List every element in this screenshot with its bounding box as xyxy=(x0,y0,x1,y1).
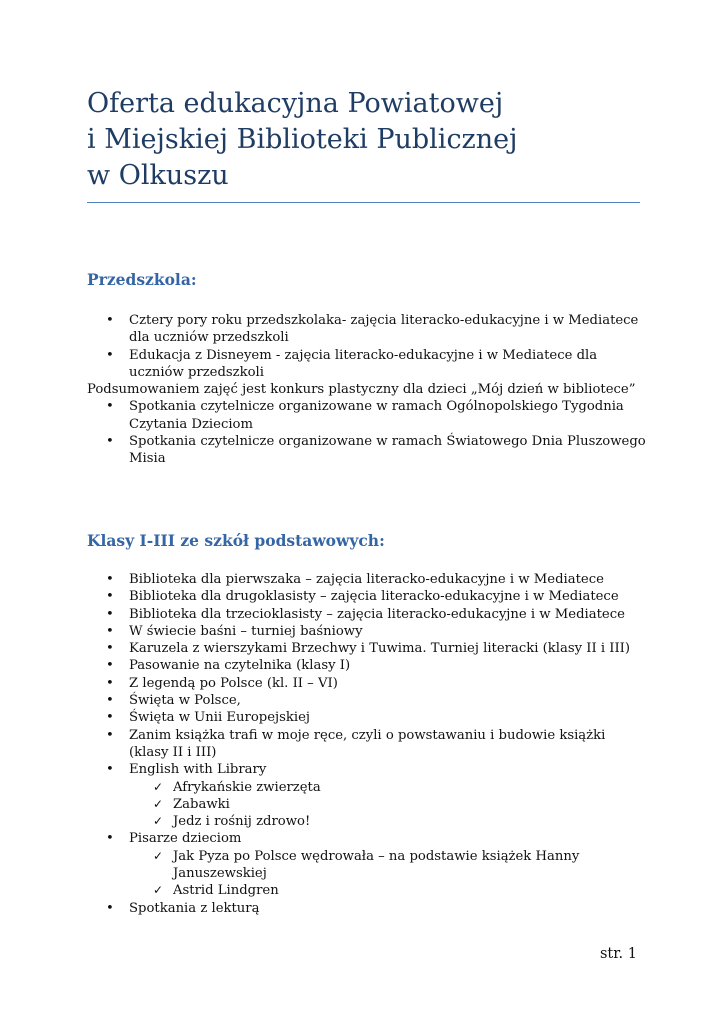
checkmark-icon: ✓ xyxy=(153,848,164,863)
list-item xyxy=(87,623,647,640)
item-text: English with Library xyxy=(129,762,267,778)
list-item xyxy=(87,398,647,433)
list-item xyxy=(87,571,647,588)
list-item xyxy=(87,675,647,692)
item-text: Karuzela z wierszykami Brzechwy i Tuwima. Turniej literacki (klasy II i III) xyxy=(129,641,631,657)
bullet-icon: • xyxy=(106,606,114,622)
list-item xyxy=(87,727,647,762)
bullet-icon: • xyxy=(106,313,114,328)
section-list-przedszkola xyxy=(87,312,647,468)
bullet-icon: • xyxy=(106,623,114,639)
item-text: Spotkania czytelnicze organizowane w ramach Ogólnopolskiego Tygodnia Czytania Dzieciom xyxy=(129,399,624,432)
list-item xyxy=(87,588,647,605)
list-item xyxy=(87,433,647,468)
item-text: Podsumowaniem zajęć jest konkurs plastyczny dla dzieci „Mój dzień w bibliotece” xyxy=(87,382,636,398)
item-text: Biblioteka dla pierwszaka – zajęcia literacko-edukacyjne i w Mediatece xyxy=(129,572,604,587)
list-item xyxy=(87,830,647,847)
item-text: Biblioteka dla drugoklasisty – zajęcia literacko-edukacyjne i w Mediatece xyxy=(129,589,619,605)
title-line: Oferta edukacyjna Powiatowej xyxy=(87,88,504,119)
list-item xyxy=(87,709,647,726)
list-item xyxy=(87,692,647,709)
bullet-icon: • xyxy=(106,900,114,916)
bullet-icon: • xyxy=(106,831,114,847)
checkmark-icon: ✓ xyxy=(153,779,164,794)
title-line: w Olkuszu xyxy=(87,160,229,191)
item-text: Zabawki xyxy=(173,796,230,812)
paragraph-text xyxy=(87,381,647,398)
checkmark-icon: ✓ xyxy=(153,814,164,829)
bullet-icon: • xyxy=(106,641,114,657)
section-heading-przedszkola: Przedszkola: xyxy=(87,270,197,289)
title-line: i Miejskiej Biblioteki Publicznej xyxy=(87,124,518,155)
item-text: Jak Pyza po Polsce wędrowała – na podstawie książek Hanny Januszewskiej xyxy=(173,848,580,882)
list-item xyxy=(87,900,647,917)
checklist-item xyxy=(87,779,647,796)
item-text: Pisarze dzieciom xyxy=(129,831,242,847)
bullet-icon: • xyxy=(106,710,114,726)
section-list-klasy xyxy=(87,571,647,917)
page-number: str. 1 xyxy=(599,946,637,962)
item-text: Z legendą po Polsce (kl. II – VI) xyxy=(129,675,338,691)
title-divider xyxy=(87,202,640,203)
checklist-item xyxy=(87,796,647,813)
item-text: Edukacja z Disneyem - zajęcia literacko-edukacyjne i w Mediatece dla uczniów przedszkoli xyxy=(129,347,598,380)
item-text: Astrid Lindgren xyxy=(173,883,279,899)
checklist-item xyxy=(87,813,647,830)
bullet-icon: • xyxy=(106,675,114,691)
checkmark-icon: ✓ xyxy=(153,883,164,898)
item-text: Zanim książka trafi w moje ręce, czyli o powstawaniu i budowie książki (klasy II i III) xyxy=(129,727,606,760)
item-text: Święta w Unii Europejskiej xyxy=(129,710,310,726)
list-item xyxy=(87,761,647,778)
item-text: Pasowanie na czytelnika (klasy I) xyxy=(129,658,351,674)
item-text: Cztery pory roku przedszkolaka- zajęcia literacko-edukacyjne i w Mediatece dla uczniów przedszkoli xyxy=(129,313,639,346)
item-text: Spotkania czytelnicze organizowane w ramach Światowego Dnia Pluszowego Misia xyxy=(129,434,646,467)
section-heading-klasy: Klasy I-III ze szkół podstawowych: xyxy=(87,531,385,550)
list-item xyxy=(87,347,647,382)
item-text: W świecie baśni – turniej baśniowy xyxy=(129,623,363,639)
bullet-icon: • xyxy=(106,658,114,674)
bullet-icon: • xyxy=(106,589,114,605)
list-item xyxy=(87,657,647,674)
checkmark-icon: ✓ xyxy=(153,796,164,811)
bullet-icon: • xyxy=(106,347,114,363)
item-text: Jedz i rośnij zdrowo! xyxy=(173,814,311,830)
bullet-icon: • xyxy=(106,434,114,450)
checklist-item xyxy=(87,848,647,883)
document-title xyxy=(87,86,647,194)
list-item xyxy=(87,606,647,623)
bullet-icon: • xyxy=(106,762,114,778)
bullet-icon: • xyxy=(106,399,114,415)
item-text: Spotkania z lekturą xyxy=(129,900,260,916)
item-text: Święta w Polsce, xyxy=(129,693,241,709)
bullet-icon: • xyxy=(106,693,114,709)
item-text: Biblioteka dla trzecioklasisty – zajęcia literacko-edukacyjne i w Mediatece xyxy=(129,606,625,622)
list-item xyxy=(87,312,647,347)
list-item xyxy=(87,640,647,657)
bullet-icon: • xyxy=(106,727,114,743)
bullet-icon: • xyxy=(106,572,114,587)
item-text: Afrykańskie zwierzęta xyxy=(173,779,321,795)
checklist-item xyxy=(87,882,647,899)
